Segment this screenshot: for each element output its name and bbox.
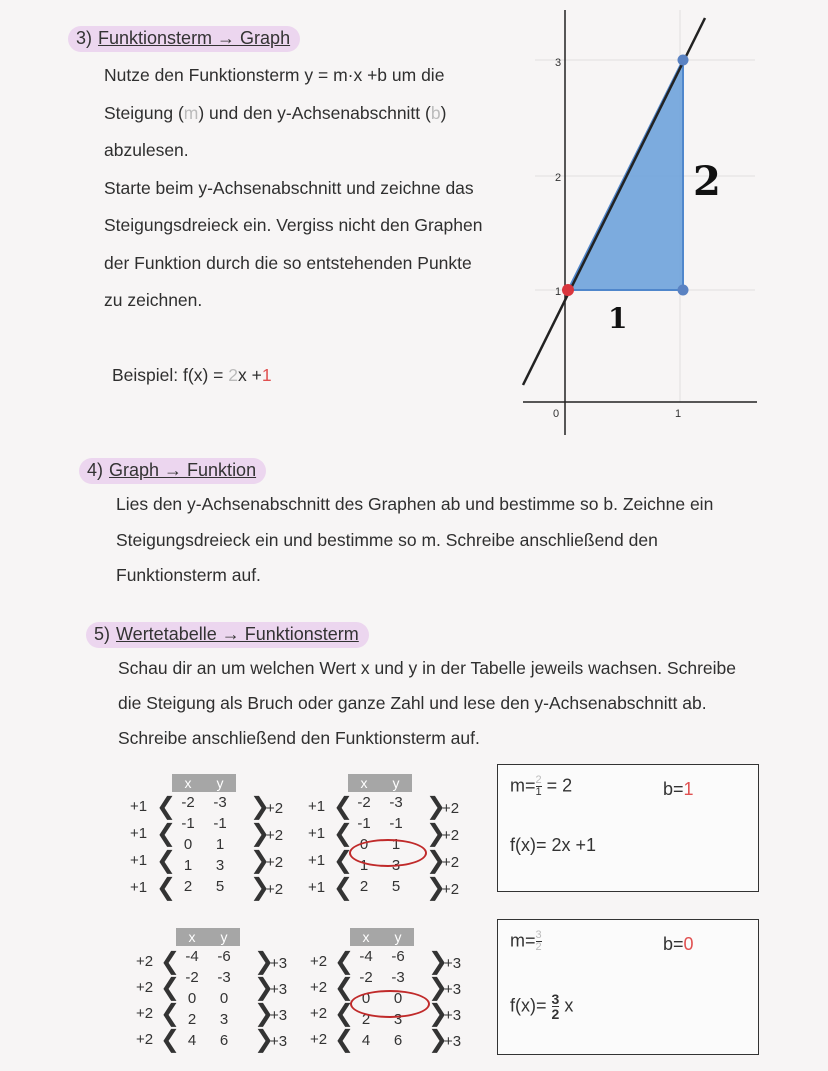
table-row — [172, 792, 236, 813]
table-cell: -2 — [359, 969, 373, 986]
bracket-icon: ❯ — [254, 1026, 275, 1053]
table-cell: -3 — [217, 969, 231, 986]
table-cell: -6 — [217, 948, 231, 965]
intercept-circle — [350, 990, 430, 1018]
table-row — [176, 967, 240, 988]
table-header-x: x — [350, 928, 382, 946]
bracket-icon: ❯ — [428, 948, 449, 975]
table-row — [176, 946, 240, 967]
table-cell: 0 — [359, 836, 369, 853]
table-row — [172, 813, 236, 834]
intercept-answer: b=0 — [663, 934, 694, 954]
section-5-text — [118, 651, 736, 756]
bracket-icon: ❮ — [333, 847, 354, 874]
table-cell: 0 — [219, 990, 229, 1007]
section-4-text — [116, 487, 713, 594]
section-4-title: Graph → Funktion — [109, 460, 257, 480]
y-tick-2: 2 — [555, 172, 562, 184]
section-5-title: Wertetabelle → Funktionsterm — [116, 624, 359, 644]
text-line: Steigung (m) und den y-Achsenabschnitt (b) — [104, 102, 447, 123]
table-cell: 0 — [361, 990, 371, 1007]
table-cell: 1 — [215, 836, 225, 853]
table-cell: -3 — [213, 794, 227, 811]
table-cell: 4 — [187, 1032, 197, 1049]
y-step-label: +2 — [266, 827, 284, 844]
bracket-icon: ❯ — [250, 874, 271, 901]
y-step-label: +3 — [270, 955, 288, 972]
value-table — [172, 774, 236, 897]
y-tick-3: 3 — [555, 57, 562, 69]
bracket-icon: ❮ — [156, 820, 177, 847]
text-line: Steigungsdreieck ein und bestimme so m. Schreibe anschließend den — [116, 529, 658, 550]
x-step-label: +1 — [130, 852, 148, 869]
bracket-icon: ❯ — [428, 1000, 449, 1027]
bracket-icon: ❮ — [334, 948, 355, 975]
table-cell: 5 — [215, 878, 225, 895]
slope-graph — [515, 10, 765, 440]
bracket-icon: ❮ — [333, 793, 354, 820]
section-4-number: 4) — [87, 460, 104, 480]
x-step-label: +1 — [308, 798, 326, 815]
table-row — [172, 855, 236, 876]
table-cell: -6 — [391, 948, 405, 965]
table-cell: 6 — [393, 1032, 403, 1049]
table-row — [176, 1030, 240, 1051]
y-step-label: +3 — [444, 981, 462, 998]
x-step-label: +2 — [136, 953, 154, 970]
x-step-label: +1 — [130, 825, 148, 842]
y-step-label: +2 — [442, 854, 460, 871]
x-step-label: +2 — [136, 1031, 154, 1048]
table-cell: 3 — [393, 1011, 403, 1028]
table-row — [348, 792, 412, 813]
table-row — [350, 946, 414, 967]
table-row — [350, 1030, 414, 1051]
run-point — [678, 285, 689, 296]
bracket-icon: ❮ — [160, 1026, 181, 1053]
table-cell: 0 — [187, 990, 197, 1007]
bracket-icon: ❮ — [334, 1026, 355, 1053]
table-cell: -4 — [359, 948, 373, 965]
intercept-point — [562, 284, 574, 296]
table-row — [348, 813, 412, 834]
table-cell: 3 — [391, 857, 401, 874]
table-header-x: x — [176, 928, 208, 946]
bracket-icon: ❮ — [156, 793, 177, 820]
section-3-number: 3) — [76, 28, 93, 48]
bracket-icon: ❯ — [428, 974, 449, 1001]
x-step-label: +1 — [130, 798, 148, 815]
x-step-label: +2 — [136, 979, 154, 996]
table-header-x: x — [348, 774, 380, 792]
table-cell: 1 — [183, 857, 193, 874]
bracket-icon: ❯ — [426, 820, 447, 847]
run-label: 1 — [608, 302, 628, 335]
function-answer: f(x)= 2x +1 — [510, 835, 597, 855]
table-cell: -3 — [389, 794, 403, 811]
table-cell: 2 — [361, 1011, 371, 1028]
table-cell: 2 — [183, 878, 193, 895]
y-step-label: +2 — [442, 881, 460, 898]
x-step-label: +1 — [308, 852, 326, 869]
section-5-heading — [86, 622, 369, 648]
y-step-label: +2 — [266, 800, 284, 817]
table-row — [348, 876, 412, 897]
table-cell: -3 — [391, 969, 405, 986]
table-header-row — [350, 928, 414, 946]
intercept-circle — [349, 839, 427, 867]
rise-point — [678, 55, 689, 66]
table-header-y: y — [382, 928, 414, 946]
table-cell: -1 — [357, 815, 371, 832]
x-step-label: +2 — [310, 1031, 328, 1048]
section-3-heading — [68, 26, 300, 52]
table-cell: 0 — [183, 836, 193, 853]
bracket-icon: ❮ — [334, 974, 355, 1001]
text-line: abzulesen. — [104, 140, 189, 160]
bracket-icon: ❮ — [333, 874, 354, 901]
slope-answer: m= $\frac{3}{2}$ — [510, 929, 542, 953]
text-line: die Steigung als Bruch oder ganze Zahl und lese den y-Achsenabschnitt ab. — [118, 693, 707, 713]
x-step-label: +2 — [310, 979, 328, 996]
y-step-label: +2 — [442, 827, 460, 844]
rise-label: 2 — [693, 158, 721, 205]
y-step-label: +3 — [444, 1033, 462, 1050]
table-row — [350, 967, 414, 988]
y-step-label: +2 — [266, 881, 284, 898]
table-header-x: x — [172, 774, 204, 792]
text-line: Starte beim y-Achsenabschnitt und zeichne das — [104, 177, 474, 198]
table-cell: -1 — [213, 815, 227, 832]
bracket-icon: ❮ — [160, 948, 181, 975]
function-answer: f(x)= $\frac{3}{2}$ x — [510, 991, 574, 1022]
bracket-icon: ❯ — [426, 874, 447, 901]
bracket-icon: ❯ — [254, 974, 275, 1001]
table-cell: 3 — [215, 857, 225, 874]
section-5-number: 5) — [94, 624, 111, 644]
y-step-label: +3 — [444, 1007, 462, 1024]
table-cell: 1 — [391, 836, 401, 853]
table-header-y: y — [204, 774, 236, 792]
text-line: Lies den y-Achsenabschnitt des Graphen ab und bestimme so b. Zeichne ein — [116, 494, 714, 514]
table-cell: -2 — [357, 794, 371, 811]
table-cell: 1 — [359, 857, 369, 874]
table-cell: 5 — [391, 878, 401, 895]
example-formula: Beispiel: f(x) = 2x +1 — [112, 365, 272, 385]
x-step-label: +2 — [310, 953, 328, 970]
x-tick-1: 1 — [675, 408, 682, 420]
table-cell: -2 — [181, 794, 195, 811]
table-cell: -2 — [185, 969, 199, 986]
answer-box-2 — [497, 919, 759, 1055]
x-step-label: +1 — [308, 879, 326, 896]
table-row — [172, 876, 236, 897]
table-row — [172, 834, 236, 855]
bracket-icon: ❯ — [254, 1000, 275, 1027]
bracket-icon: ❯ — [426, 793, 447, 820]
section-4-heading — [79, 458, 266, 484]
bracket-icon: ❯ — [250, 793, 271, 820]
table-cell: 6 — [219, 1032, 229, 1049]
bracket-icon: ❯ — [426, 847, 447, 874]
table-header-row — [348, 774, 412, 792]
table-cell: 0 — [393, 990, 403, 1007]
intercept-answer: b=1 — [663, 779, 694, 799]
table-header-row — [172, 774, 236, 792]
table-cell: -1 — [389, 815, 403, 832]
table-row — [176, 1009, 240, 1030]
x-step-label: +1 — [130, 879, 148, 896]
y-step-label: +3 — [444, 955, 462, 972]
table-cell: 2 — [359, 878, 369, 895]
bracket-icon: ❮ — [160, 974, 181, 1001]
text-line: Funktionsterm auf. — [116, 565, 261, 585]
bracket-icon: ❮ — [156, 874, 177, 901]
table-cell: 4 — [361, 1032, 371, 1049]
table-header-y: y — [208, 928, 240, 946]
x-tick-0: 0 — [553, 408, 560, 420]
x-step-label: +2 — [310, 1005, 328, 1022]
table-cell: -4 — [185, 948, 199, 965]
table-header-y: y — [380, 774, 412, 792]
bracket-icon: ❮ — [334, 1000, 355, 1027]
text-line: Nutze den Funktionsterm y = m·x +b um die — [104, 65, 445, 85]
text-line: Steigungsdreieck ein. Vergiss nicht den Graphen — [104, 215, 483, 235]
bracket-icon: ❮ — [333, 820, 354, 847]
y-step-label: +2 — [442, 800, 460, 817]
bracket-icon: ❮ — [160, 1000, 181, 1027]
slope-answer: m= $\frac{2}{1}$ = 2 — [510, 774, 573, 798]
y-step-label: +3 — [270, 1033, 288, 1050]
bracket-icon: ❮ — [156, 847, 177, 874]
table-cell: -1 — [181, 815, 195, 832]
bracket-icon: ❯ — [250, 847, 271, 874]
value-table — [176, 928, 240, 1051]
bracket-icon: ❯ — [254, 948, 275, 975]
value-table — [348, 774, 412, 897]
table-cell: 3 — [219, 1011, 229, 1028]
section-3-title: Funktionsterm → Graph — [98, 28, 291, 48]
x-step-label: +2 — [136, 1005, 154, 1022]
y-step-label: +3 — [270, 1007, 288, 1024]
x-step-label: +1 — [308, 825, 326, 842]
y-step-label: +2 — [266, 854, 284, 871]
y-step-label: +3 — [270, 981, 288, 998]
bracket-icon: ❯ — [428, 1026, 449, 1053]
table-cell: 2 — [187, 1011, 197, 1028]
table-header-row — [176, 928, 240, 946]
text-line: Schreibe anschließend den Funktionsterm auf. — [118, 728, 480, 748]
section-3-text — [104, 57, 482, 320]
table-row — [176, 988, 240, 1009]
answer-box-1 — [497, 764, 759, 892]
text-line: Schau dir an um welchen Wert x und y in der Tabelle jeweils wachsen. Schreibe — [118, 658, 737, 678]
y-tick-1: 1 — [555, 286, 562, 298]
bracket-icon: ❯ — [250, 820, 271, 847]
text-line: zu zeichnen. — [104, 290, 203, 310]
text-line: der Funktion durch die so entstehenden Punkte — [104, 252, 472, 273]
